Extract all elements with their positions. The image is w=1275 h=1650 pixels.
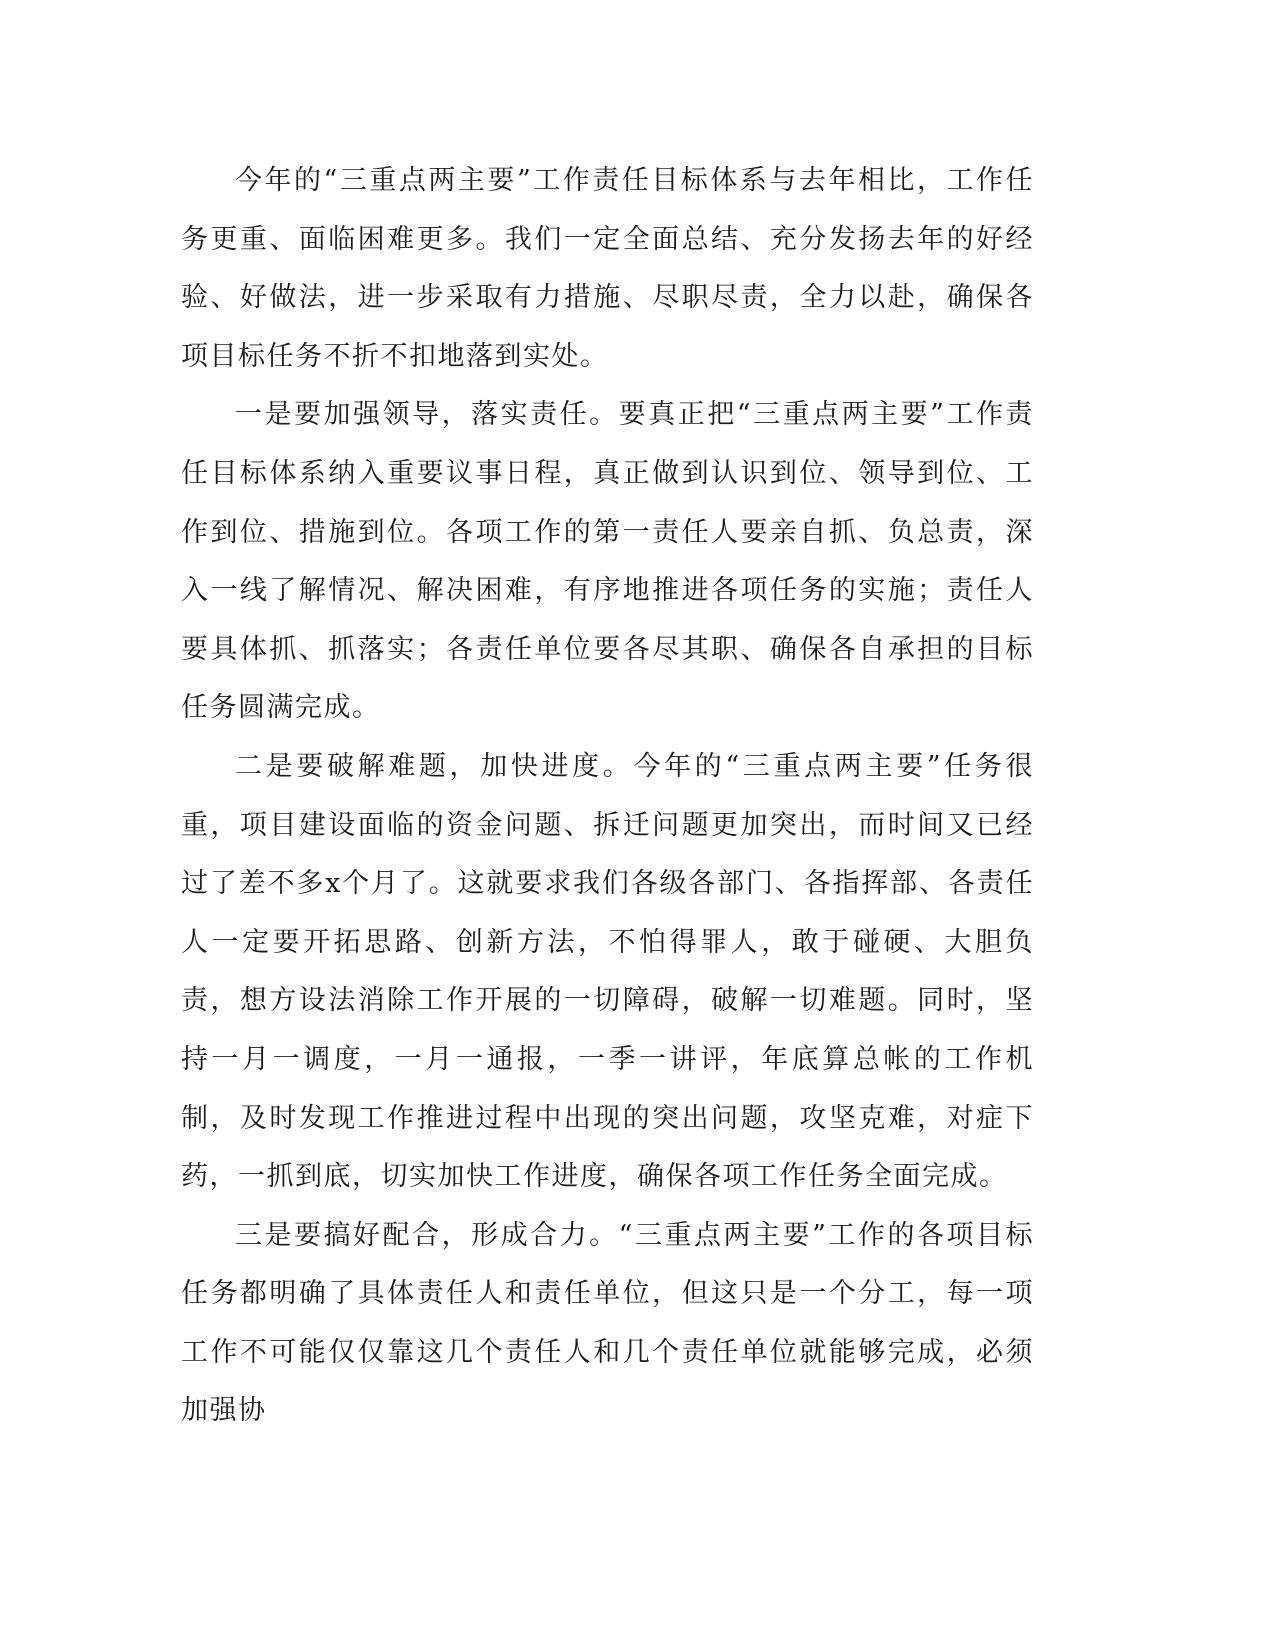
paragraph-intro: 今年的“三重点两主要”工作责任目标体系与去年相比，工作任务更重、面临困难更多。我们一定全面总结、充分发扬去年的好经验、好做法，进一步采取有力措施、尽职尽责，全力以赴，确保各项目标任务不折不扣地落到实处。 <box>181 165 1034 372</box>
body-text <box>181 152 1034 1441</box>
paragraph-leadership: 一是要加强领导，落实责任。要真正把“三重点两主要”工作责任目标体系纳入重要议事日程，真正做到认识到位、领导到位、工作到位、措施到位。各项工作的第一责任人要亲自抓、负总责，深入一线了解情况、解决困难，有序地推进各项任务的实施；责任人要具体抓、抓落实；各责任单位要各尽其职、确保各自承担的目标任务圆满完成。 <box>181 399 1034 724</box>
paragraph-cooperation: 三是要搞好配合，形成合力。“三重点两主要”工作的各项目标任务都明确了具体责任人和责任单位，但这只是一个分工，每一项工作不可能仅仅靠这几个责任人和几个责任单位就能够完成，必须加强协 <box>181 1219 1034 1427</box>
paragraph-progress: 二是要破解难题，加快进度。今年的“三重点两主要”任务很重，项目建设面临的资金问题、拆迁问题更加突出，而时间又已经过了差不多x个月了。这就要求我们各级各部门、各指挥部、各责任人一定要开拓思路、创新方法，不怕得罪人，敢于碰硬、大胆负责，想方设法消除工作开展的一切障碍，破解一切难题。同时，坚持一月一调度，一月一通报，一季一讲评，年底算总帐的工作机制，及时发现工作推进过程中出现的突出问题，攻坚克难，对症下药，一抓到底，切实加快工作进度，确保各项工作任务全面完成。 <box>181 750 1034 1193</box>
